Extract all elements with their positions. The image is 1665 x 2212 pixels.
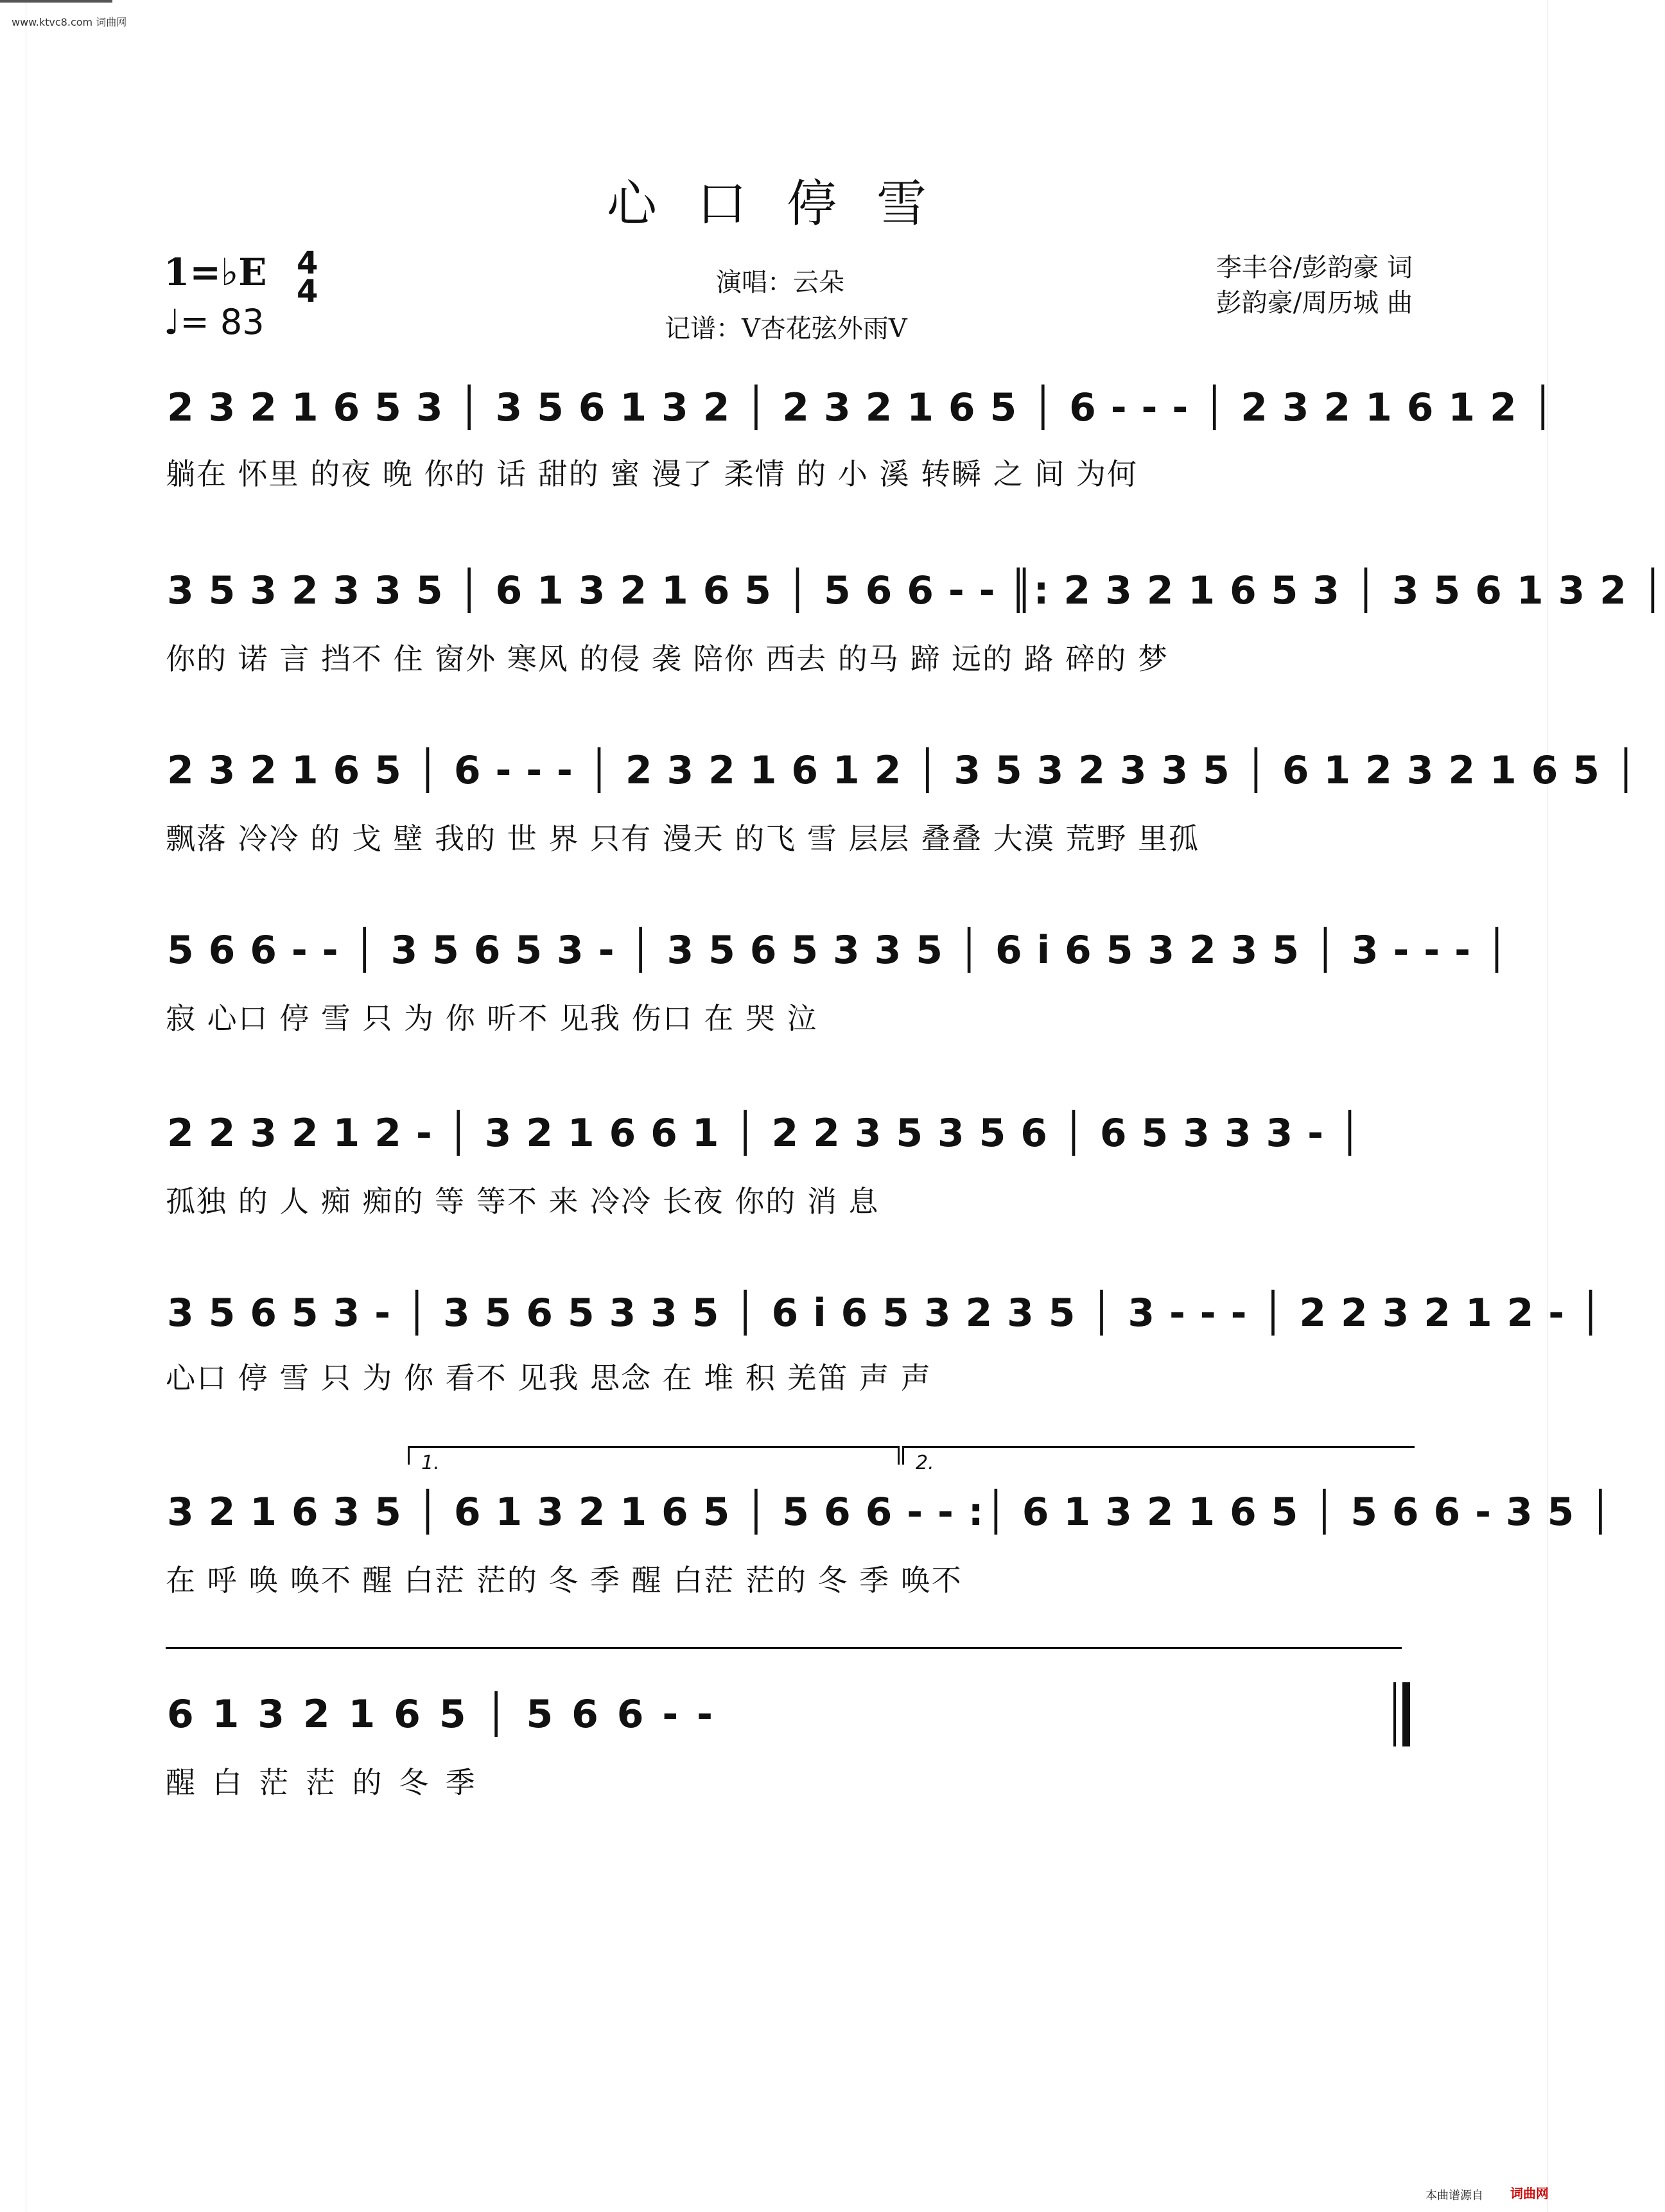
time-signature-bottom: 4: [297, 274, 318, 309]
singer-credit: 演唱：云朵: [716, 268, 844, 297]
notation-line-3: 2 3 2 1 6 5 │ 6 - - - │ 2 3 2 1 6 1 2 │ 3 5 3 2 3 3 5 │ 6 1 2 3 2 1 6 5 │: [167, 748, 1639, 793]
lyrics-line-7: 在 呼 唤 唤不 醒 白茫 茫的 冬 季 醒 白茫 茫的 冬 季 唤不: [166, 1563, 963, 1598]
notation-line-5: 2 2 3 2 1 2 - │ 3 2 1 6 6 1 │ 2 2 3 5 3 5 6 │ 6 5 3 3 3 - │: [167, 1111, 1363, 1156]
transcriber-credit: 记谱：V杏花弦外雨V: [665, 314, 907, 344]
notation-line-6: 3 5 6 5 3 - │ 3 5 6 5 3 3 5 │ 6 i 6 5 3 2 3 5 │ 3 - - - │ 2 2 3 2 1 2 - │: [167, 1291, 1603, 1336]
lyrics-line-4: 寂 心口 停 雪 只 为 你 听不 见我 伤口 在 哭 泣: [166, 1001, 818, 1036]
time-signature-top: 4: [297, 245, 318, 281]
tempo-marking: ♩= 83: [164, 302, 265, 342]
volta-second-label: 2.: [916, 1452, 934, 1474]
lyrics-line-5: 孤独 的 人 痴 痴的 等 等不 来 冷冷 长夜 你的 消 息: [166, 1184, 880, 1219]
notation-line-7: 3 2 1 6 3 5 │ 6 1 3 2 1 6 5 │ 5 6 6 - - :│ 6 1 3 2 1 6 5 │ 5 6 6 - 3 5 │: [167, 1490, 1613, 1535]
site-url: www.ktvc8.com 词曲网: [12, 16, 127, 28]
notation-line-4: 5 6 6 - - │ 3 5 6 5 3 - │ 3 5 6 5 3 3 5 │ 6 i 6 5 3 2 3 5 │ 3 - - - │: [167, 928, 1510, 973]
header-tab: [0, 0, 112, 3]
key-signature: 1=♭E: [164, 250, 267, 294]
volta-first-label: 1.: [421, 1452, 440, 1474]
lyrics-line-2: 你的 诺 言 挡不 住 窗外 寒风 的侵 袭 陪你 西去 的马 蹄 远的 路 碎的 梦: [166, 641, 1169, 676]
footer-logo: 词曲网: [1510, 2186, 1549, 2201]
lyrics-line-6: 心口 停 雪 只 为 你 看不 见我 思念 在 堆 积 羌笛 声 声: [166, 1361, 932, 1395]
volta-first-ending: [408, 1446, 900, 1474]
lyrics-line-3: 飘落 冷冷 的 戈 壁 我的 世 界 只有 漫天 的飞 雪 层层 叠叠 大漠 荒野 里孤: [166, 821, 1199, 856]
notation-line-2: 3 5 3 2 3 3 5 │ 6 1 3 2 1 6 5 │ 5 6 6 - - ║: 2 3 2 1 6 5 3 │ 3 5 6 1 3 2 │: [167, 568, 1665, 613]
left-border-strip: [0, 0, 26, 2212]
notation-line-1: 2 3 2 1 6 5 3 │ 3 5 6 1 3 2 │ 2 3 2 1 6 5 │ 6 - - - │ 2 3 2 1 6 1 2 │: [167, 385, 1555, 430]
lyrics-line-8: 醒 白 茫 茫 的 冬 季: [166, 1765, 479, 1800]
footer-source: 本曲谱源自: [1425, 2189, 1483, 2202]
right-border-strip: [1547, 0, 1573, 2212]
volta-second-ending: [902, 1446, 1415, 1474]
song-title: 心口停雪: [606, 175, 966, 233]
lyrics-line-1: 躺在 怀里 的夜 晚 你的 话 甜的 蜜 漫了 柔情 的 小 溪 转瞬 之 间 为何: [166, 457, 1138, 491]
final-barline-thin: [1393, 1682, 1396, 1746]
final-system-top-line: [166, 1647, 1402, 1649]
final-barline-thick: [1402, 1682, 1410, 1746]
time-signature: [297, 245, 318, 309]
lyricist-credit: 李丰谷/彭韵豪 词: [1216, 253, 1413, 283]
notation-line-8: 6 1 3 2 1 6 5 │ 5 6 6 - -: [167, 1692, 716, 1737]
composer-credit: 彭韵豪/周历城 曲: [1216, 288, 1413, 318]
